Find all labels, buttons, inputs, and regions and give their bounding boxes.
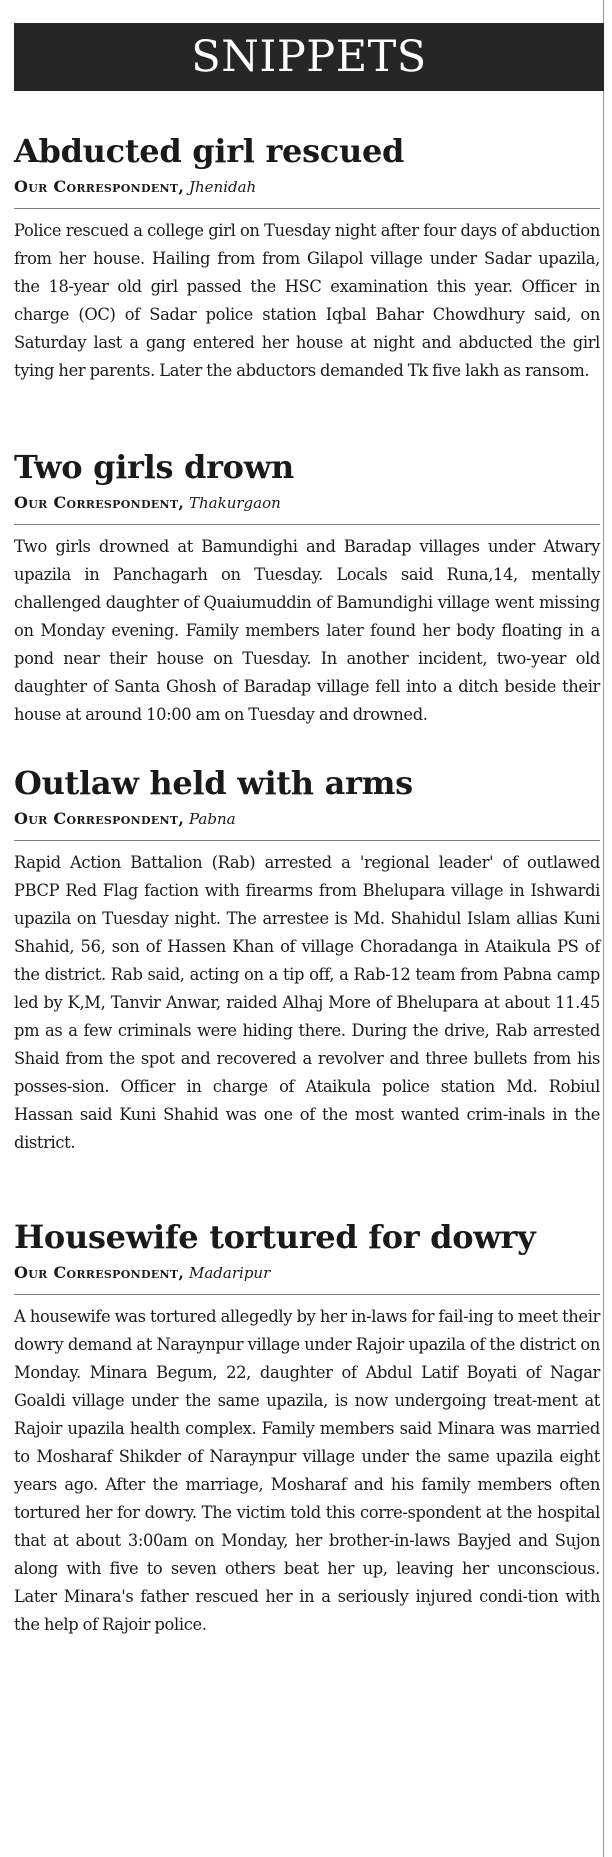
byline-location: Thakurgaon — [189, 494, 281, 512]
story-headline: Two girls drown — [14, 448, 294, 486]
story-headline: Outlaw held with arms — [14, 764, 413, 802]
story-body: Police rescued a college girl on Tuesday night after four days of abduction from her house. Hailing from from Gilapol village under Sadar upazila, the 18-year old girl passed the HSC examination this year. Officer in charge (OC) of Sadar police station Iqbal Bahar Chowdhury said, on Saturday last a gang entered her house at night and abducted the girl tying her parents. Later the abductors demanded Tk five lakh as ransom. — [14, 221, 600, 380]
story-byline — [14, 1263, 600, 1295]
byline-location: Madaripur — [189, 1264, 271, 1282]
byline-location: Jhenidah — [189, 178, 257, 196]
byline-correspondent: Our Correspondent, — [14, 493, 185, 512]
byline-correspondent: Our Correspondent, — [14, 809, 185, 828]
story-abducted-girl-rescued — [14, 131, 600, 385]
story-two-girls-drown — [14, 447, 600, 729]
story-byline — [14, 809, 600, 841]
story-byline — [14, 177, 600, 209]
story-housewife-tortured-for-dowry — [14, 1217, 600, 1639]
story-byline — [14, 493, 600, 525]
story-headline: Housewife tortured for dowry — [14, 1218, 536, 1256]
story-body: Rapid Action Battalion (Rab) arrested a 'regional leader' of outlawed PBCP Red Flag faction with firearms from Bhelupara village in Ishwardi upazila on Tuesday night. The arrestee is Md. Shahidul Islam allias Kuni Shahid, 56, son of Hassen Khan of village Choradanga in Ataikula PS of the district. Rab said, acting on a tip off, a Rab-12 team from Pabna camp led by K,M, Tanvir Anwar, raided Alhaj More of Bhelupara at about 11.45 pm as a few criminals were hiding there. During the drive, Rab arrested Shaid from the spot and recovered a revolver and three bullets from his posses-sion. Officer in charge of Ataikula police station Md. Robiul Hassan said Kuni Shahid was one of the most wanted crim-inals in the district. — [14, 853, 600, 1152]
byline-correspondent: Our Correspondent, — [14, 1263, 185, 1282]
section-title: SNIPPETS — [191, 32, 427, 82]
story-body: A housewife was tortured allegedly by her in-laws for fail-ing to meet their dowry demand at Naraynpur village under Rajoir upazila of the district on Monday. Minara Begum, 22, daughter of Abdul Latif Boyati of Nagar Goaldi village under the same upazila, is now undergoing treat-ment at Rajoir upazila health complex. Family members said Minara was married to Mosharaf Shikder of Naraynpur village under the same upazila eight years ago. After the marriage, Mosharaf and his family members often tortured her for dowry. The victim told this corre-spondent at the hospital that at about 3:00am on Monday, her brother-in-laws Bayjed and Sujon along with five to seven others beat her up, leaving her unconscious. Later Minara's father rescued her in a seriously injured condi-tion with the help of Rajoir police. — [14, 1307, 600, 1634]
byline-correspondent: Our Correspondent, — [14, 177, 185, 196]
section-banner — [14, 23, 604, 91]
newspaper-column — [14, 0, 604, 1857]
story-headline: Abducted girl rescued — [14, 132, 405, 170]
story-body: Two girls drowned at Bamundighi and Baradap villages under Atwary upazila in Panchagarh on Tuesday. Locals said Runa,14, mentally challenged daughter of Quaiumuddin of Bamundighi village went missing on Monday evening. Family members later found her body floating in a pond near their house on Tuesday. In another incident, two-year old daughter of Santa Ghosh of Baradap village fell into a ditch beside their house at around 10:00 am on Tuesday and drowned. — [14, 537, 600, 724]
byline-location: Pabna — [189, 810, 236, 828]
story-outlaw-held-with-arms — [14, 763, 600, 1157]
